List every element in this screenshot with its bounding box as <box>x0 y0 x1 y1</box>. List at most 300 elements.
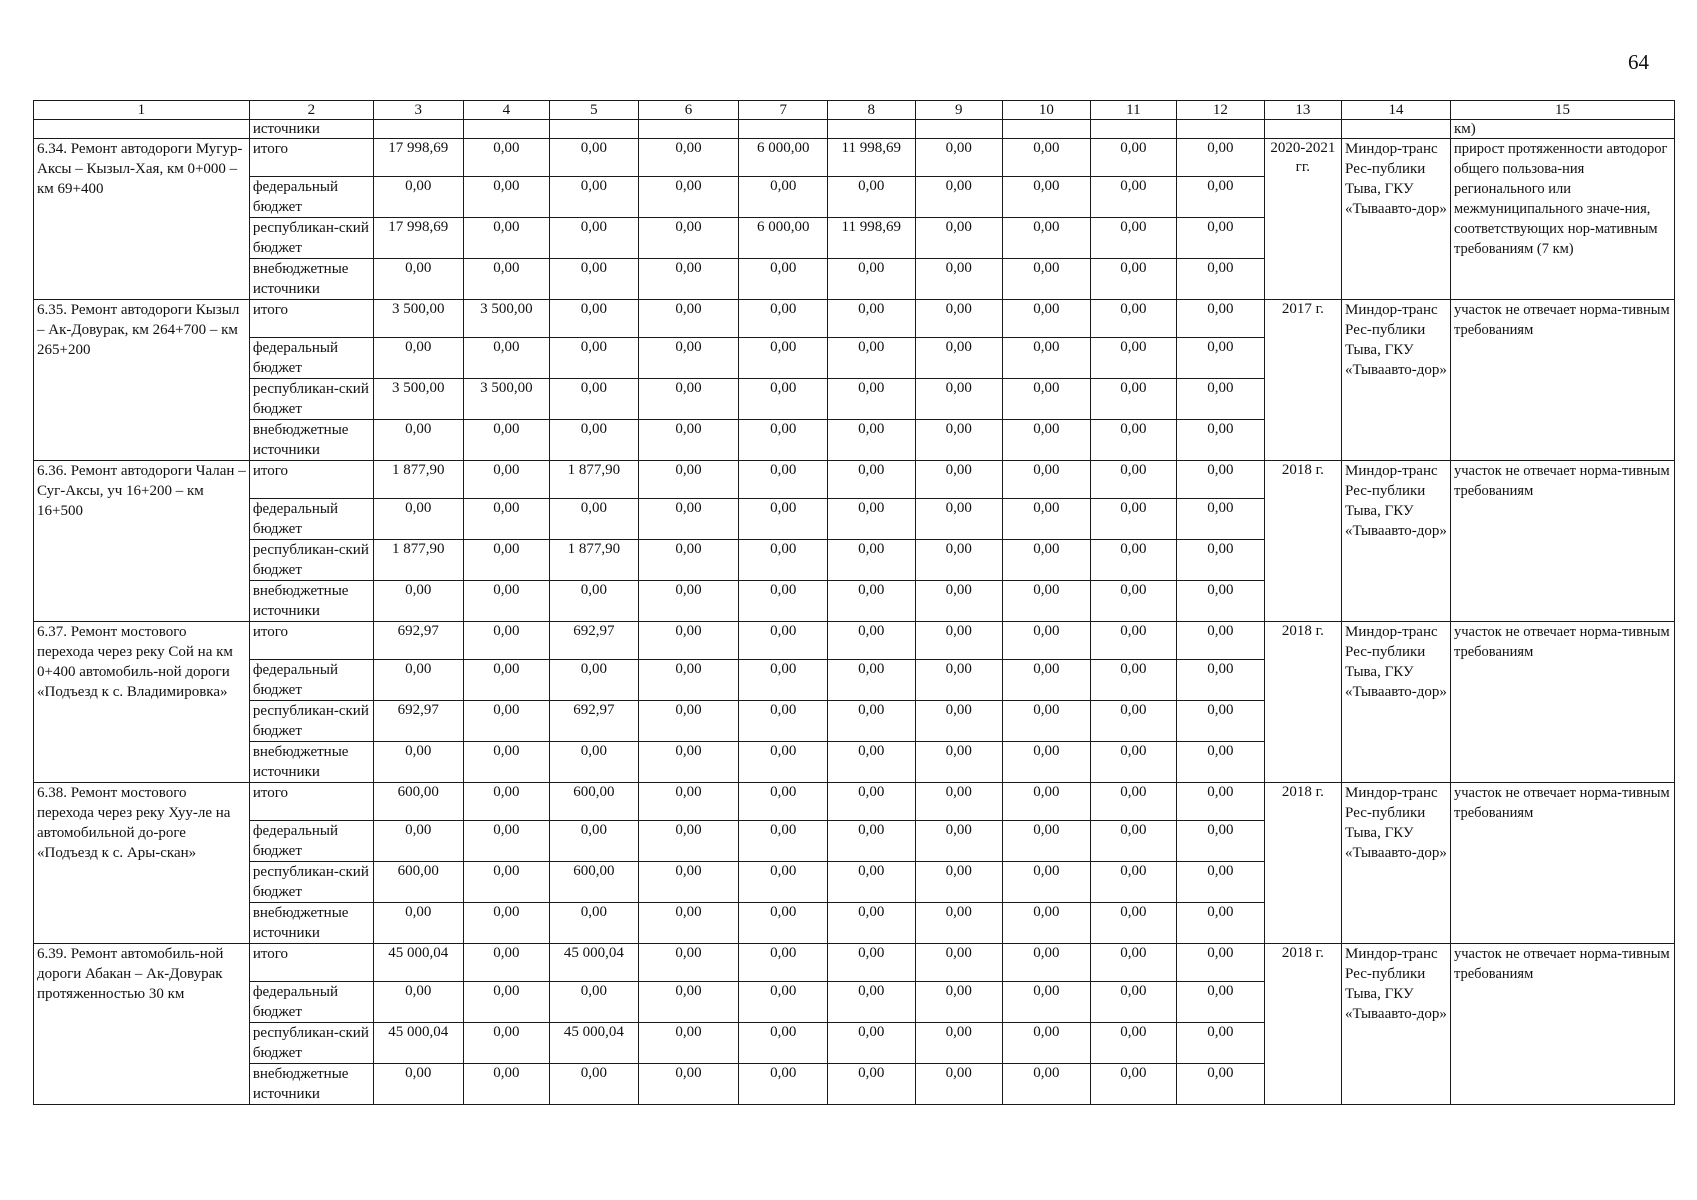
amount-cell: 0,00 <box>1003 1064 1091 1105</box>
amount-cell: 0,00 <box>915 862 1003 903</box>
amount-cell: 0,00 <box>374 177 464 218</box>
amount-cell: 0,00 <box>1003 862 1091 903</box>
amount-cell: 0,00 <box>638 903 739 944</box>
amount-cell: 0,00 <box>1090 982 1177 1023</box>
amount-cell: 0,00 <box>1177 338 1265 379</box>
amount-cell: 3 500,00 <box>463 300 550 338</box>
amount-cell: 600,00 <box>550 783 639 821</box>
amount-cell: 0,00 <box>915 821 1003 862</box>
amount-cell: 0,00 <box>638 581 739 622</box>
column-header: 10 <box>1003 101 1091 120</box>
result-cell: участок не отвечает норма-тивным требованиям <box>1450 783 1674 944</box>
amount-cell: 0,00 <box>463 461 550 499</box>
amount-cell: 0,00 <box>739 783 828 821</box>
amount-cell: 0,00 <box>1003 461 1091 499</box>
amount-cell: 0,00 <box>638 622 739 660</box>
amount-cell: 0,00 <box>915 300 1003 338</box>
amount-cell: 0,00 <box>915 944 1003 982</box>
measure-name: 6.34. Ремонт автодороги Мугур-Аксы – Кызыл-Хая, км 0+000 – км 69+400 <box>34 139 250 300</box>
amount-cell: 0,00 <box>827 300 915 338</box>
funding-source-label: федеральный бюджет <box>249 660 373 701</box>
funding-source-label: итого <box>249 944 373 982</box>
executor-cell: Миндор-транс Рес-публики Тыва, ГКУ «Тываавто-дор» <box>1342 139 1451 300</box>
amount-cell: 0,00 <box>550 742 639 783</box>
executor-cell: Миндор-транс Рес-публики Тыва, ГКУ «Тываавто-дор» <box>1342 783 1451 944</box>
funding-source-label: внебюджетные источники <box>249 420 373 461</box>
amount-cell: 0,00 <box>739 903 828 944</box>
column-header: 13 <box>1264 101 1341 120</box>
amount-cell: 0,00 <box>638 139 739 177</box>
period-cell: 2018 г. <box>1264 622 1341 783</box>
funding-source-label: итого <box>249 139 373 177</box>
amount-cell: 17 998,69 <box>374 139 464 177</box>
amount-cell: 0,00 <box>1003 1023 1091 1064</box>
amount-cell: 0,00 <box>1003 379 1091 420</box>
amount-cell: 0,00 <box>374 499 464 540</box>
amount-cell: 0,00 <box>374 581 464 622</box>
amount-cell: 17 998,69 <box>374 218 464 259</box>
amount-cell: 0,00 <box>463 660 550 701</box>
amount-cell: 0,00 <box>1177 903 1265 944</box>
result-cell: прирост протяженности автодорог общего пользова-ния регионального или межмуниципального значе-ния, соответствующих нор-мативным требованиям (7 км) <box>1450 139 1674 300</box>
amount-cell: 0,00 <box>827 540 915 581</box>
amount-cell: 0,00 <box>915 742 1003 783</box>
amount-cell: 0,00 <box>638 1023 739 1064</box>
amount-cell: 0,00 <box>827 461 915 499</box>
amount-cell: 0,00 <box>638 499 739 540</box>
amount-cell: 0,00 <box>915 499 1003 540</box>
amount-cell: 0,00 <box>463 581 550 622</box>
amount-cell: 0,00 <box>827 1023 915 1064</box>
amount-cell: 0,00 <box>1177 1064 1265 1105</box>
amount-cell: 0,00 <box>1177 139 1265 177</box>
amount-cell: 0,00 <box>915 660 1003 701</box>
amount-cell: 0,00 <box>638 862 739 903</box>
amount-cell: 0,00 <box>463 259 550 300</box>
amount-cell: 0,00 <box>1003 259 1091 300</box>
amount-cell: 0,00 <box>638 944 739 982</box>
continuation-blank <box>915 120 1003 139</box>
amount-cell: 0,00 <box>915 420 1003 461</box>
amount-cell: 0,00 <box>638 177 739 218</box>
amount-cell: 0,00 <box>550 300 639 338</box>
amount-cell: 0,00 <box>638 461 739 499</box>
amount-cell: 0,00 <box>1177 177 1265 218</box>
amount-cell: 0,00 <box>739 300 828 338</box>
amount-cell: 0,00 <box>463 218 550 259</box>
amount-cell: 1 877,90 <box>374 540 464 581</box>
continuation-row <box>34 120 1675 139</box>
amount-cell: 0,00 <box>1090 338 1177 379</box>
amount-cell: 0,00 <box>1090 660 1177 701</box>
amount-cell: 0,00 <box>463 177 550 218</box>
period-cell: 2018 г. <box>1264 783 1341 944</box>
funding-source-label: федеральный бюджет <box>249 177 373 218</box>
amount-cell: 0,00 <box>739 701 828 742</box>
amount-cell: 0,00 <box>915 177 1003 218</box>
funding-source-label: внебюджетные источники <box>249 581 373 622</box>
result-cell: участок не отвечает норма-тивным требованиям <box>1450 622 1674 783</box>
amount-cell: 0,00 <box>1003 742 1091 783</box>
measure-name: 6.37. Ремонт мостового перехода через реку Сой на км 0+400 автомобиль-ной дороги «Подъезд к с. Владимировка» <box>34 622 250 783</box>
amount-cell: 0,00 <box>463 701 550 742</box>
amount-cell: 0,00 <box>638 379 739 420</box>
amount-cell: 0,00 <box>1090 742 1177 783</box>
amount-cell: 0,00 <box>739 742 828 783</box>
funding-source-label: итого <box>249 622 373 660</box>
amount-cell: 0,00 <box>1177 862 1265 903</box>
amount-cell: 0,00 <box>463 742 550 783</box>
amount-cell: 600,00 <box>550 862 639 903</box>
amount-cell: 0,00 <box>1090 903 1177 944</box>
funding-source-label: итого <box>249 461 373 499</box>
continuation-blank <box>1003 120 1091 139</box>
amount-cell: 0,00 <box>915 139 1003 177</box>
amount-cell: 0,00 <box>1003 300 1091 338</box>
amount-cell: 0,00 <box>374 420 464 461</box>
amount-cell: 0,00 <box>463 499 550 540</box>
amount-cell: 0,00 <box>915 622 1003 660</box>
amount-cell: 0,00 <box>1177 259 1265 300</box>
amount-cell: 0,00 <box>915 379 1003 420</box>
amount-cell: 692,97 <box>374 701 464 742</box>
amount-cell: 0,00 <box>915 1023 1003 1064</box>
funding-source-label: республикан-ский бюджет <box>249 218 373 259</box>
amount-cell: 0,00 <box>1003 903 1091 944</box>
amount-cell: 1 877,90 <box>374 461 464 499</box>
amount-cell: 0,00 <box>1177 660 1265 701</box>
amount-cell: 0,00 <box>1003 581 1091 622</box>
amount-cell: 0,00 <box>550 903 639 944</box>
continuation-blank <box>463 120 550 139</box>
amount-cell: 0,00 <box>739 540 828 581</box>
amount-cell: 6 000,00 <box>739 218 828 259</box>
amount-cell: 0,00 <box>1177 821 1265 862</box>
amount-cell: 0,00 <box>1177 742 1265 783</box>
amount-cell: 0,00 <box>550 982 639 1023</box>
amount-cell: 0,00 <box>463 622 550 660</box>
funding-source-label: республикан-ский бюджет <box>249 379 373 420</box>
amount-cell: 0,00 <box>1090 622 1177 660</box>
funding-source-label: итого <box>249 300 373 338</box>
amount-cell: 0,00 <box>550 660 639 701</box>
amount-cell: 0,00 <box>739 379 828 420</box>
column-header: 5 <box>550 101 639 120</box>
amount-cell: 0,00 <box>827 742 915 783</box>
amount-cell: 0,00 <box>827 499 915 540</box>
period-cell: 2018 г. <box>1264 461 1341 622</box>
amount-cell: 0,00 <box>739 1023 828 1064</box>
amount-cell: 0,00 <box>1003 177 1091 218</box>
amount-cell: 0,00 <box>638 742 739 783</box>
amount-cell: 0,00 <box>739 461 828 499</box>
amount-cell: 0,00 <box>1090 944 1177 982</box>
amount-cell: 692,97 <box>550 701 639 742</box>
continuation-blank <box>550 120 639 139</box>
table-body <box>34 101 1675 1105</box>
column-header: 6 <box>638 101 739 120</box>
amount-cell: 0,00 <box>550 420 639 461</box>
continuation-blank <box>1342 120 1451 139</box>
column-header: 15 <box>1450 101 1674 120</box>
amount-cell: 0,00 <box>374 742 464 783</box>
measure-name: 6.36. Ремонт автодороги Чалан – Суг-Аксы, уч 16+200 – км 16+500 <box>34 461 250 622</box>
amount-cell: 0,00 <box>1177 218 1265 259</box>
amount-cell: 0,00 <box>463 862 550 903</box>
amount-cell: 0,00 <box>1090 420 1177 461</box>
amount-cell: 0,00 <box>915 581 1003 622</box>
amount-cell: 0,00 <box>550 218 639 259</box>
amount-cell: 0,00 <box>827 177 915 218</box>
amount-cell: 0,00 <box>915 259 1003 300</box>
amount-cell: 0,00 <box>463 1064 550 1105</box>
executor-cell: Миндор-транс Рес-публики Тыва, ГКУ «Тываавто-дор» <box>1342 944 1451 1105</box>
amount-cell: 0,00 <box>638 300 739 338</box>
amount-cell: 0,00 <box>827 1064 915 1105</box>
amount-cell: 0,00 <box>1003 139 1091 177</box>
amount-cell: 0,00 <box>827 660 915 701</box>
amount-cell: 0,00 <box>463 420 550 461</box>
amount-cell: 0,00 <box>374 903 464 944</box>
amount-cell: 0,00 <box>638 259 739 300</box>
table-row <box>34 300 1675 338</box>
column-header: 7 <box>739 101 828 120</box>
amount-cell: 0,00 <box>1177 701 1265 742</box>
column-header: 8 <box>827 101 915 120</box>
amount-cell: 600,00 <box>374 862 464 903</box>
amount-cell: 0,00 <box>915 540 1003 581</box>
amount-cell: 0,00 <box>374 821 464 862</box>
amount-cell: 0,00 <box>374 660 464 701</box>
executor-cell: Миндор-транс Рес-публики Тыва, ГКУ «Тываавто-дор» <box>1342 300 1451 461</box>
amount-cell: 0,00 <box>463 903 550 944</box>
amount-cell: 0,00 <box>1090 783 1177 821</box>
amount-cell: 45 000,04 <box>550 944 639 982</box>
amount-cell: 0,00 <box>827 420 915 461</box>
amount-cell: 0,00 <box>827 903 915 944</box>
continuation-blank <box>827 120 915 139</box>
amount-cell: 0,00 <box>463 540 550 581</box>
amount-cell: 0,00 <box>739 982 828 1023</box>
amount-cell: 3 500,00 <box>374 379 464 420</box>
amount-cell: 0,00 <box>739 622 828 660</box>
amount-cell: 0,00 <box>827 783 915 821</box>
amount-cell: 0,00 <box>827 581 915 622</box>
measure-name: 6.35. Ремонт автодороги Кызыл – Ак-Довурак, км 264+700 – км 265+200 <box>34 300 250 461</box>
amount-cell: 0,00 <box>638 1064 739 1105</box>
column-header: 2 <box>249 101 373 120</box>
amount-cell: 0,00 <box>1177 499 1265 540</box>
result-cell: участок не отвечает норма-тивным требованиям <box>1450 461 1674 622</box>
continuation-blank <box>638 120 739 139</box>
amount-cell: 0,00 <box>739 259 828 300</box>
amount-cell: 0,00 <box>1003 540 1091 581</box>
amount-cell: 0,00 <box>1003 982 1091 1023</box>
amount-cell: 0,00 <box>1003 660 1091 701</box>
amount-cell: 0,00 <box>1177 461 1265 499</box>
amount-cell: 0,00 <box>739 862 828 903</box>
amount-cell: 0,00 <box>550 499 639 540</box>
amount-cell: 0,00 <box>1177 1023 1265 1064</box>
amount-cell: 6 000,00 <box>739 139 828 177</box>
continuation-blank <box>739 120 828 139</box>
amount-cell: 0,00 <box>1003 218 1091 259</box>
executor-cell: Миндор-транс Рес-публики Тыва, ГКУ «Тываавто-дор» <box>1342 622 1451 783</box>
table-row <box>34 139 1675 177</box>
column-header: 3 <box>374 101 464 120</box>
continuation-result: км) <box>1450 120 1674 139</box>
amount-cell: 0,00 <box>1177 540 1265 581</box>
amount-cell: 0,00 <box>915 701 1003 742</box>
amount-cell: 0,00 <box>1177 300 1265 338</box>
period-cell: 2020-2021 гг. <box>1264 139 1341 300</box>
amount-cell: 0,00 <box>374 982 464 1023</box>
amount-cell: 0,00 <box>827 701 915 742</box>
amount-cell: 0,00 <box>463 338 550 379</box>
column-header: 14 <box>1342 101 1451 120</box>
executor-cell: Миндор-транс Рес-публики Тыва, ГКУ «Тываавто-дор» <box>1342 461 1451 622</box>
result-cell: участок не отвечает норма-тивным требованиям <box>1450 300 1674 461</box>
amount-cell: 0,00 <box>374 259 464 300</box>
amount-cell: 0,00 <box>1090 139 1177 177</box>
amount-cell: 0,00 <box>550 1064 639 1105</box>
funding-source-label: федеральный бюджет <box>249 821 373 862</box>
amount-cell: 0,00 <box>638 982 739 1023</box>
amount-cell: 0,00 <box>915 982 1003 1023</box>
amount-cell: 0,00 <box>550 581 639 622</box>
amount-cell: 0,00 <box>1090 379 1177 420</box>
amount-cell: 0,00 <box>1090 1023 1177 1064</box>
amount-cell: 0,00 <box>739 338 828 379</box>
funding-source-label: итого <box>249 783 373 821</box>
amount-cell: 0,00 <box>1177 581 1265 622</box>
amount-cell: 0,00 <box>374 338 464 379</box>
amount-cell: 45 000,04 <box>374 944 464 982</box>
amount-cell: 0,00 <box>739 944 828 982</box>
amount-cell: 0,00 <box>1090 581 1177 622</box>
amount-cell: 0,00 <box>1177 379 1265 420</box>
table-row <box>34 461 1675 499</box>
program-table <box>33 100 1675 1105</box>
amount-cell: 0,00 <box>638 783 739 821</box>
amount-cell: 0,00 <box>1090 540 1177 581</box>
amount-cell: 11 998,69 <box>827 139 915 177</box>
continuation-blank <box>1177 120 1265 139</box>
amount-cell: 0,00 <box>1003 338 1091 379</box>
amount-cell: 0,00 <box>1003 821 1091 862</box>
measure-name: 6.38. Ремонт мостового перехода через реку Хуу-ле на автомобильной до-роге «Подъезд к с. Ары-скан» <box>34 783 250 944</box>
amount-cell: 0,00 <box>915 218 1003 259</box>
column-header: 4 <box>463 101 550 120</box>
amount-cell: 0,00 <box>1003 622 1091 660</box>
amount-cell: 3 500,00 <box>463 379 550 420</box>
amount-cell: 0,00 <box>1177 420 1265 461</box>
amount-cell: 0,00 <box>638 218 739 259</box>
amount-cell: 692,97 <box>550 622 639 660</box>
amount-cell: 0,00 <box>1090 701 1177 742</box>
amount-cell: 0,00 <box>1003 944 1091 982</box>
amount-cell: 0,00 <box>915 338 1003 379</box>
amount-cell: 0,00 <box>1090 1064 1177 1105</box>
table-row <box>34 783 1675 821</box>
amount-cell: 0,00 <box>1090 177 1177 218</box>
funding-source-label: республикан-ский бюджет <box>249 540 373 581</box>
amount-cell: 0,00 <box>827 862 915 903</box>
amount-cell: 11 998,69 <box>827 218 915 259</box>
amount-cell: 0,00 <box>915 903 1003 944</box>
amount-cell: 0,00 <box>463 1023 550 1064</box>
amount-cell: 1 877,90 <box>550 461 639 499</box>
period-cell: 2017 г. <box>1264 300 1341 461</box>
amount-cell: 0,00 <box>1090 259 1177 300</box>
amount-cell: 0,00 <box>638 701 739 742</box>
continuation-blank <box>1090 120 1177 139</box>
amount-cell: 0,00 <box>638 338 739 379</box>
funding-source-label: внебюджетные источники <box>249 259 373 300</box>
amount-cell: 0,00 <box>739 499 828 540</box>
amount-cell: 0,00 <box>1003 783 1091 821</box>
amount-cell: 692,97 <box>374 622 464 660</box>
amount-cell: 0,00 <box>827 379 915 420</box>
amount-cell: 0,00 <box>1090 300 1177 338</box>
amount-cell: 0,00 <box>739 660 828 701</box>
column-header: 9 <box>915 101 1003 120</box>
amount-cell: 0,00 <box>739 420 828 461</box>
amount-cell: 0,00 <box>1177 622 1265 660</box>
funding-source-label: внебюджетные источники <box>249 903 373 944</box>
funding-source-label: федеральный бюджет <box>249 499 373 540</box>
header-row <box>34 101 1675 120</box>
amount-cell: 0,00 <box>374 1064 464 1105</box>
amount-cell: 0,00 <box>1090 862 1177 903</box>
continuation-source: источники <box>249 120 373 139</box>
amount-cell: 0,00 <box>463 139 550 177</box>
funding-source-label: внебюджетные источники <box>249 1064 373 1105</box>
amount-cell: 0,00 <box>550 338 639 379</box>
amount-cell: 0,00 <box>739 1064 828 1105</box>
amount-cell: 0,00 <box>915 1064 1003 1105</box>
period-cell: 2018 г. <box>1264 944 1341 1105</box>
amount-cell: 0,00 <box>739 581 828 622</box>
amount-cell: 0,00 <box>1090 461 1177 499</box>
amount-cell: 0,00 <box>550 379 639 420</box>
measure-name: 6.39. Ремонт автомобиль-ной дороги Абакан – Ак-Довурак протяженностью 30 км <box>34 944 250 1105</box>
amount-cell: 0,00 <box>1090 499 1177 540</box>
amount-cell: 0,00 <box>1090 218 1177 259</box>
continuation-blank <box>34 120 250 139</box>
amount-cell: 3 500,00 <box>374 300 464 338</box>
result-cell: участок не отвечает норма-тивным требованиям <box>1450 944 1674 1105</box>
amount-cell: 0,00 <box>827 982 915 1023</box>
funding-source-label: республикан-ский бюджет <box>249 862 373 903</box>
amount-cell: 0,00 <box>463 944 550 982</box>
amount-cell: 600,00 <box>374 783 464 821</box>
amount-cell: 0,00 <box>1177 944 1265 982</box>
amount-cell: 0,00 <box>638 540 739 581</box>
amount-cell: 0,00 <box>1003 701 1091 742</box>
column-header: 12 <box>1177 101 1265 120</box>
continuation-blank <box>1264 120 1341 139</box>
amount-cell: 0,00 <box>827 944 915 982</box>
column-header: 11 <box>1090 101 1177 120</box>
funding-source-label: республикан-ский бюджет <box>249 1023 373 1064</box>
amount-cell: 0,00 <box>463 982 550 1023</box>
amount-cell: 0,00 <box>550 821 639 862</box>
amount-cell: 0,00 <box>1177 783 1265 821</box>
continuation-blank <box>374 120 464 139</box>
table-row <box>34 622 1675 660</box>
amount-cell: 0,00 <box>739 177 828 218</box>
